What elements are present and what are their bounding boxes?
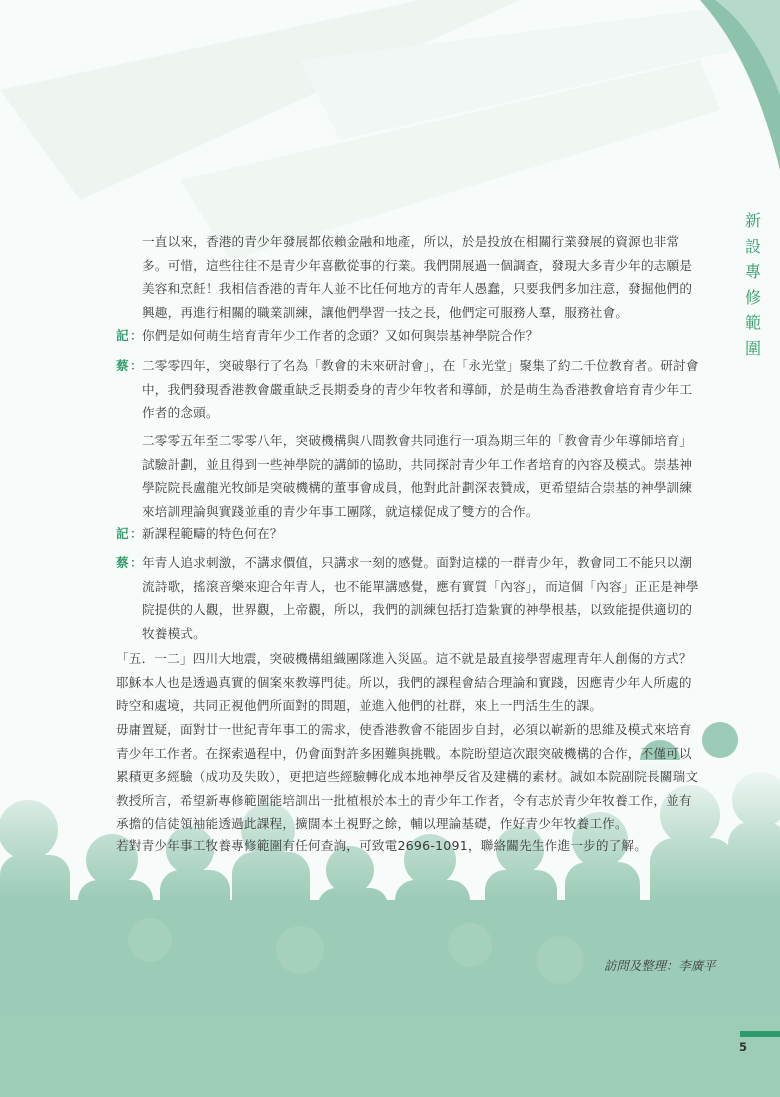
text-line: 承擔的信徒領袖能透過此課程，擴闊本土視野之餘，輔以理論基礎，作好青少年牧養工作。 — [116, 816, 628, 831]
earthquake-paragraph — [116, 647, 692, 718]
text-line: 耶穌本人也是透過真實的個案來教導門徒。所以，我們的課程會結合理論和實踐，因應青少年人所處的 — [116, 674, 692, 690]
future-paragraph — [116, 718, 698, 836]
side-title-char: 新 — [744, 211, 761, 230]
page-number-rule — [740, 1031, 780, 1037]
text-line: 「五．一二」四川大地震，突破機構組織團隊進入災區。這不就是最直接學習處理青年人創傷的方式？ — [116, 651, 692, 666]
text-line: 牧養模式。 — [142, 625, 206, 641]
answer-2 — [142, 551, 699, 645]
interview-credit: 訪問及整理：李廣平 — [604, 958, 716, 973]
text-line: 來培訓理論與實踐並重的青少年事工團隊，就這樣促成了雙方的合作。 — [142, 503, 539, 519]
side-title-char: 修 — [744, 287, 761, 307]
text-line: 美容和烹飪！我相信香港的青年人並不比任何地方的青年人愚蠢，只要我們多加注意，發掘他們的 — [142, 281, 693, 296]
speaker-colon: ： — [130, 328, 143, 343]
text-line: 二零零四年，突破舉行了名為「教會的未來研討會」，在「永光堂」聚集了約二千位教育者。研討會 — [142, 358, 699, 373]
text-line: 試驗計劃，並且得到一些神學院的講師的協助，共同探討青少年工作者培育的內容及模式。崇基神 — [142, 456, 693, 472]
side-title-char: 圍 — [744, 338, 761, 358]
text-line: 若對青少年事工牧養專修範圍有任何查詢，可致電2696-1091，聯絡關先生作進一步的了解。 — [116, 838, 648, 853]
text-line: 年青人追求刺激，不講求價值，只講求一刻的感覺。面對這樣的一群青少年，教會同工不能只以潮 — [142, 555, 693, 570]
side-section-title — [741, 208, 765, 361]
text-line: 教授所言，希望新專修範圍能培訓出一批植根於本土的青少年工作者，令有志於青少年牧養工作，並有 — [116, 792, 692, 808]
speaker-colon: ： — [130, 555, 143, 570]
text-line: 學院院長盧龍光牧師是突破機構的董事會成員，他對此計劃深表贊成，更希望結合崇基的神學訓練 — [142, 480, 693, 495]
speaker-label: 記 — [116, 526, 129, 541]
text-line: 累積更多經驗（成功及失敗），更把這些經驗轉化成本地神學反省及建構的素材。誠如本院副院長關瑞文 — [116, 769, 699, 784]
text-line: 青少年工作者。在探索過程中，仍會面對許多困難與挑戰。本院盼望這次跟突破機構的合作，不僅可以 — [116, 745, 692, 761]
text-line: 流詩歌，搖滾音樂來迎合年青人，也不能單講感覺，應有實質「內容」，而這個「內容」正正是神學 — [142, 578, 699, 594]
text-line: 二零零五年至二零零八年，突破機構與八間教會共同進行一項為期三年的「教會青少年導師培育」 — [142, 433, 693, 448]
text-line: 多。可惜，這些往往不是青少年喜歡從事的行業。我們開展過一個調查，發現大多青少年的志願是 — [142, 257, 693, 273]
side-title-char: 設 — [744, 236, 761, 256]
text-line: 毋庸置疑，面對廿一世紀青年事工的需求，使香港教會不能固步自封，必須以嶄新的思維及模式來培育 — [116, 722, 692, 737]
text-line: 時空和處境，共同正視他們所面對的問題，並進入他們的社群，來上一門活生生的課。 — [116, 698, 603, 713]
text-line: 院提供的人觀，世界觀，上帝觀，所以，我們的訓練包括打造紮實的神學根基，以致能提供適切的 — [142, 602, 693, 617]
intro-paragraph — [142, 230, 692, 324]
text-line: 中，我們發現香港教會嚴重缺乏長期委身的青少年牧者和導師，於是萌生為香港教會培育青少年工 — [142, 381, 693, 397]
speaker-colon: ： — [130, 358, 143, 373]
side-title-char: 專 — [744, 262, 761, 281]
answer-1-continued — [142, 429, 692, 523]
page-number: 5 — [739, 1040, 748, 1054]
text-line: 興趣，再進行相關的職業訓練，讓他們學習一技之長，他們定可服務人羣，服務社會。 — [142, 304, 629, 320]
speaker-label: 記 — [116, 328, 129, 343]
contact-paragraph — [116, 834, 647, 858]
answer-1 — [142, 354, 699, 425]
text-line: 一直以來，香港的青少年發展都依賴金融和地產，所以，於是投放在相關行業發展的資源也非常 — [142, 234, 680, 249]
side-title-char: 範 — [744, 313, 761, 332]
speaker-label: 蔡 — [116, 555, 129, 570]
text-line: 你們是如何萌生培育青年少工作者的念頭？又如何與崇基神學院合作？ — [142, 328, 539, 343]
question-2 — [142, 522, 283, 546]
question-1 — [142, 324, 539, 348]
text-line: 作者的念頭。 — [142, 405, 219, 420]
speaker-colon: ： — [130, 526, 143, 541]
text-line: 新課程範疇的特色何在？ — [142, 526, 283, 541]
speaker-label: 蔡 — [116, 358, 129, 373]
